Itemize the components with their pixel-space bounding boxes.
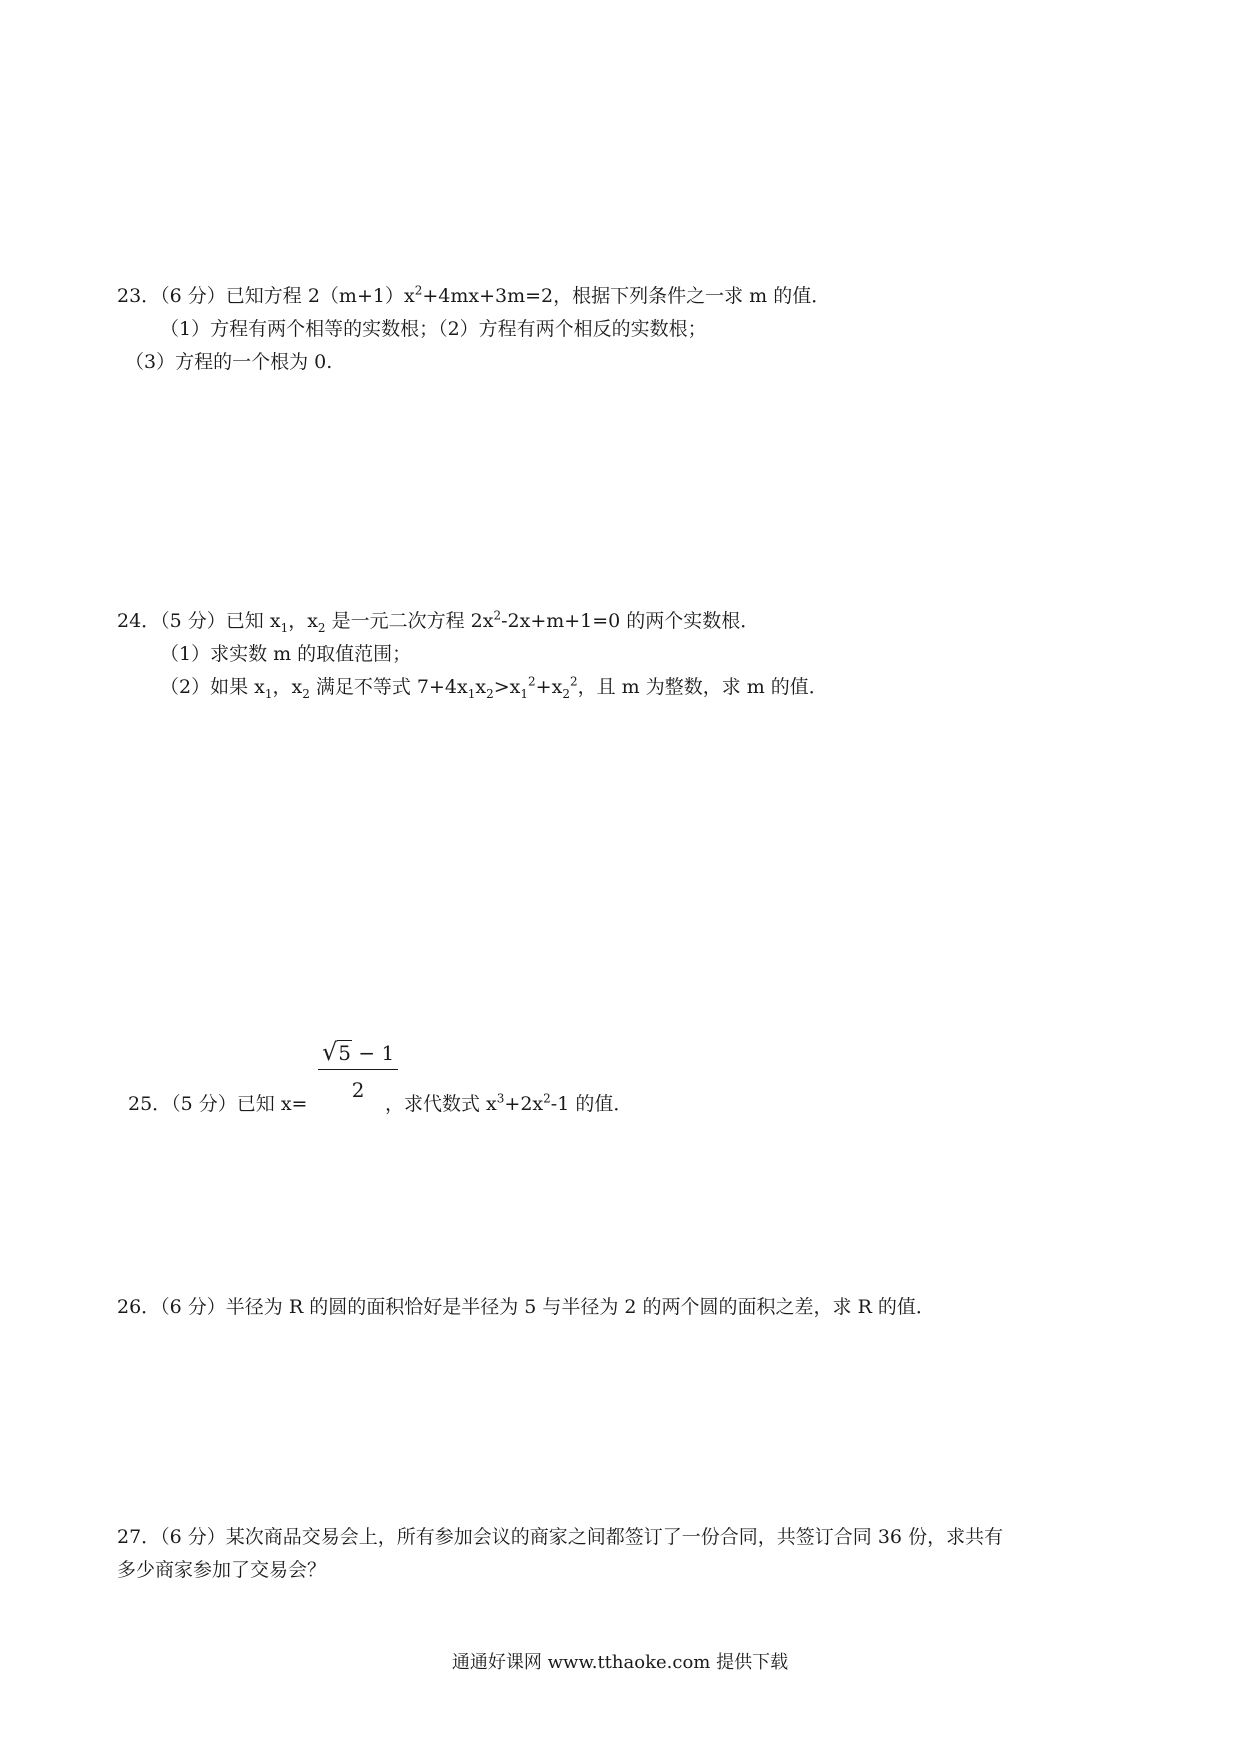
q24-p2-sup2: 2	[569, 674, 578, 689]
q25-sqrt	[322, 1038, 352, 1066]
q24-p2-sub4: 2	[486, 686, 494, 701]
q25-radicand: 5	[338, 1041, 352, 1065]
q24-text-a: 24．（5 分）已知 x	[117, 610, 281, 632]
page-footer: 通通好课网 www.tthaoke.com 提供下载	[451, 1652, 789, 1673]
question-25-stem-left: 25．（5 分）已知 x=	[128, 1093, 308, 1115]
q24-p2-c: 满足不等式 7+4x	[309, 676, 468, 698]
q24-p2-sub6: 2	[562, 686, 570, 701]
question-23-stem	[117, 284, 830, 308]
q23-text-b: +4mx+3m=2，根据下列条件之一求 m 的值．	[422, 285, 831, 307]
q24-text-c: 是一元二次方程 2x	[325, 610, 494, 632]
question-24-stem	[117, 609, 759, 633]
question-26: 26．（6 分）半径为 R 的圆的面积恰好是半径为 5 与半径为 2 的两个圆的面积之差，求 R 的值．	[117, 1296, 935, 1318]
q24-p2-f: +x	[535, 676, 563, 698]
q24-sup2: 2	[493, 608, 502, 623]
q24-sub1: 1	[280, 620, 289, 635]
q24-p2-sub1: 1	[264, 686, 273, 701]
q24-p2-b: ，x	[272, 676, 303, 698]
q24-p2-d: x	[475, 676, 487, 698]
question-24-part-1: （1）求实数 m 的取值范围；	[160, 643, 412, 665]
q23-text-a: 23．（6 分）已知方程 2（m+1）x	[117, 285, 415, 307]
q25-numerator-rest: − 1	[352, 1041, 395, 1065]
q25-sup3: 3	[496, 1091, 505, 1106]
q24-p2-sup1: 2	[528, 674, 536, 689]
q24-p2-sub3: 1	[467, 686, 476, 701]
q25-fraction-denominator: 2	[351, 1078, 365, 1102]
q25-fraction-numerator	[318, 1038, 398, 1070]
q24-p2-sub5: 1	[520, 686, 529, 701]
question-23-part-3: （3）方程的一个根为 0.	[125, 351, 333, 373]
q24-p2-a: （2）如果 x	[160, 676, 265, 698]
question-23-parts-1-2: （1）方程有两个相等的实数根；（2）方程有两个相反的实数根；	[160, 318, 707, 340]
question-24-part-2	[160, 675, 828, 699]
q25-text-d: -1 的值．	[550, 1093, 633, 1115]
q25-text-c: +2x	[504, 1093, 544, 1115]
q24-p2-e: >x	[493, 676, 521, 698]
q25-text-b: ，求代数式 x	[385, 1093, 497, 1115]
q24-text-b: ，x	[288, 610, 318, 632]
question-27-line-2: 多少商家参加了交易会？	[117, 1559, 327, 1581]
q23-sup: 2	[414, 283, 423, 298]
radical-sign-icon: √	[322, 1038, 338, 1066]
q25-sup2: 2	[543, 1091, 551, 1106]
q24-p2-sub2: 2	[302, 686, 310, 701]
q24-p2-g: ，且 m 为整数，求 m 的值．	[577, 676, 828, 698]
q24-text-d: -2x+m+1=0 的两个实数根．	[501, 610, 760, 632]
q24-sub2: 2	[317, 620, 326, 635]
question-27-line-1: 27．（6 分）某次商品交易会上，所有参加会议的商家之间都签订了一份合同，共签订合同 36 份，求共有	[117, 1526, 1004, 1548]
question-25-stem-right	[385, 1092, 632, 1116]
